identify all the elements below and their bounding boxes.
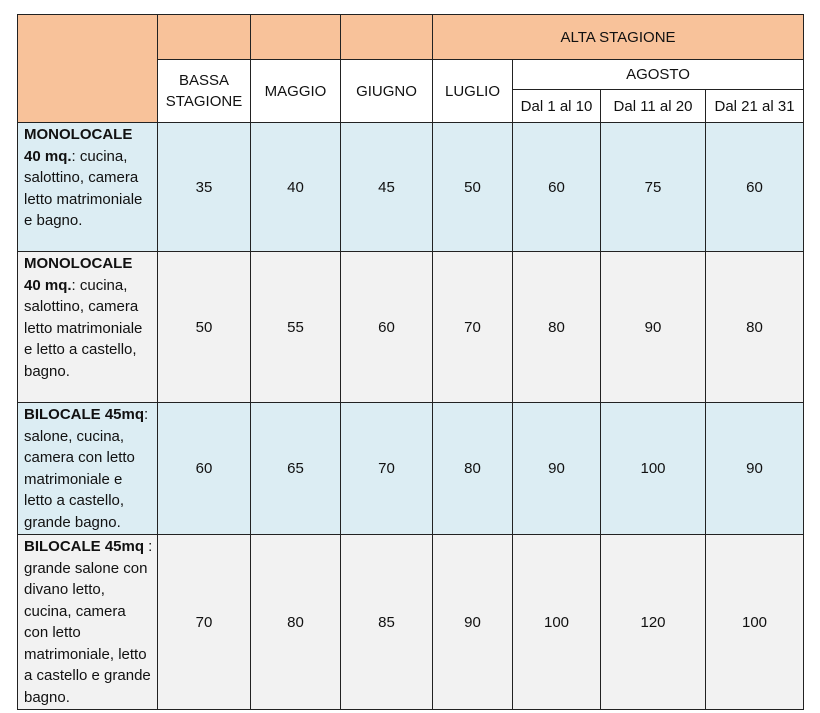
- price-cell: 80: [513, 252, 601, 403]
- price-cell: 60: [513, 123, 601, 252]
- price-cell: 100: [601, 403, 706, 535]
- price-cell: 90: [513, 403, 601, 535]
- room-description: [18, 535, 158, 710]
- header-row-top: [18, 15, 804, 60]
- room-details: : cucina, salottino, camera letto matrimoniale e bagno.: [24, 147, 143, 229]
- price-cell: 35: [158, 123, 251, 252]
- header-giugno: GIUGNO: [341, 60, 433, 123]
- room-title: MONOLOCALE 40 mq.: [24, 255, 133, 294]
- header-corner-cell: [18, 15, 158, 123]
- header-agosto-period-3: Dal 21 al 31: [706, 90, 804, 123]
- price-cell: 100: [706, 535, 804, 710]
- table-row: [18, 252, 804, 403]
- price-cell: 80: [433, 403, 513, 535]
- header-blank-cell: [158, 15, 251, 60]
- room-details: : grande salone con divano letto, cucina, camera con letto matrimoniale, letto a castello e grande bagno.: [24, 538, 153, 706]
- header-blank-cell: [341, 15, 433, 60]
- room-title: MONOLOCALE 40 mq.: [24, 126, 133, 165]
- room-title: BILOCALE 45mq: [24, 406, 145, 423]
- price-cell: 85: [341, 535, 433, 710]
- price-cell: 50: [158, 252, 251, 403]
- price-cell: 70: [158, 535, 251, 710]
- price-cell: 65: [251, 403, 341, 535]
- price-cell: 80: [706, 252, 804, 403]
- price-cell: 70: [341, 403, 433, 535]
- room-details: : cucina, salottino, camera letto matrimoniale e letto a castello, bagno.: [24, 276, 143, 380]
- header-alta-stagione: ALTA STAGIONE: [433, 15, 804, 60]
- price-cell: 45: [341, 123, 433, 252]
- table-row: [18, 535, 804, 710]
- header-agosto-period-1: Dal 1 al 10: [513, 90, 601, 123]
- room-details: : salone, cucina, camera con letto matrimoniale e letto a castello, grande bagno.: [24, 406, 149, 531]
- price-cell: 70: [433, 252, 513, 403]
- price-cell: 80: [251, 535, 341, 710]
- price-cell: 60: [706, 123, 804, 252]
- table-row: [18, 123, 804, 252]
- header-maggio: MAGGIO: [251, 60, 341, 123]
- room-description: [18, 123, 158, 252]
- header-luglio: LUGLIO: [433, 60, 513, 123]
- table-row: [18, 403, 804, 535]
- header-agosto-period-2: Dal 11 al 20: [601, 90, 706, 123]
- price-cell: 50: [433, 123, 513, 252]
- price-cell: 90: [706, 403, 804, 535]
- price-cell: 90: [433, 535, 513, 710]
- price-cell: 100: [513, 535, 601, 710]
- room-description: [18, 252, 158, 403]
- price-cell: 55: [251, 252, 341, 403]
- price-cell: 60: [158, 403, 251, 535]
- price-cell: 60: [341, 252, 433, 403]
- price-cell: 40: [251, 123, 341, 252]
- header-blank-cell: [251, 15, 341, 60]
- price-cell: 120: [601, 535, 706, 710]
- price-cell: 75: [601, 123, 706, 252]
- room-description: [18, 403, 158, 535]
- room-title: BILOCALE 45mq: [24, 538, 145, 555]
- price-cell: 90: [601, 252, 706, 403]
- header-bassa-stagione: BASSA STAGIONE: [158, 60, 251, 123]
- price-table: [17, 14, 804, 710]
- header-agosto: AGOSTO: [513, 60, 804, 90]
